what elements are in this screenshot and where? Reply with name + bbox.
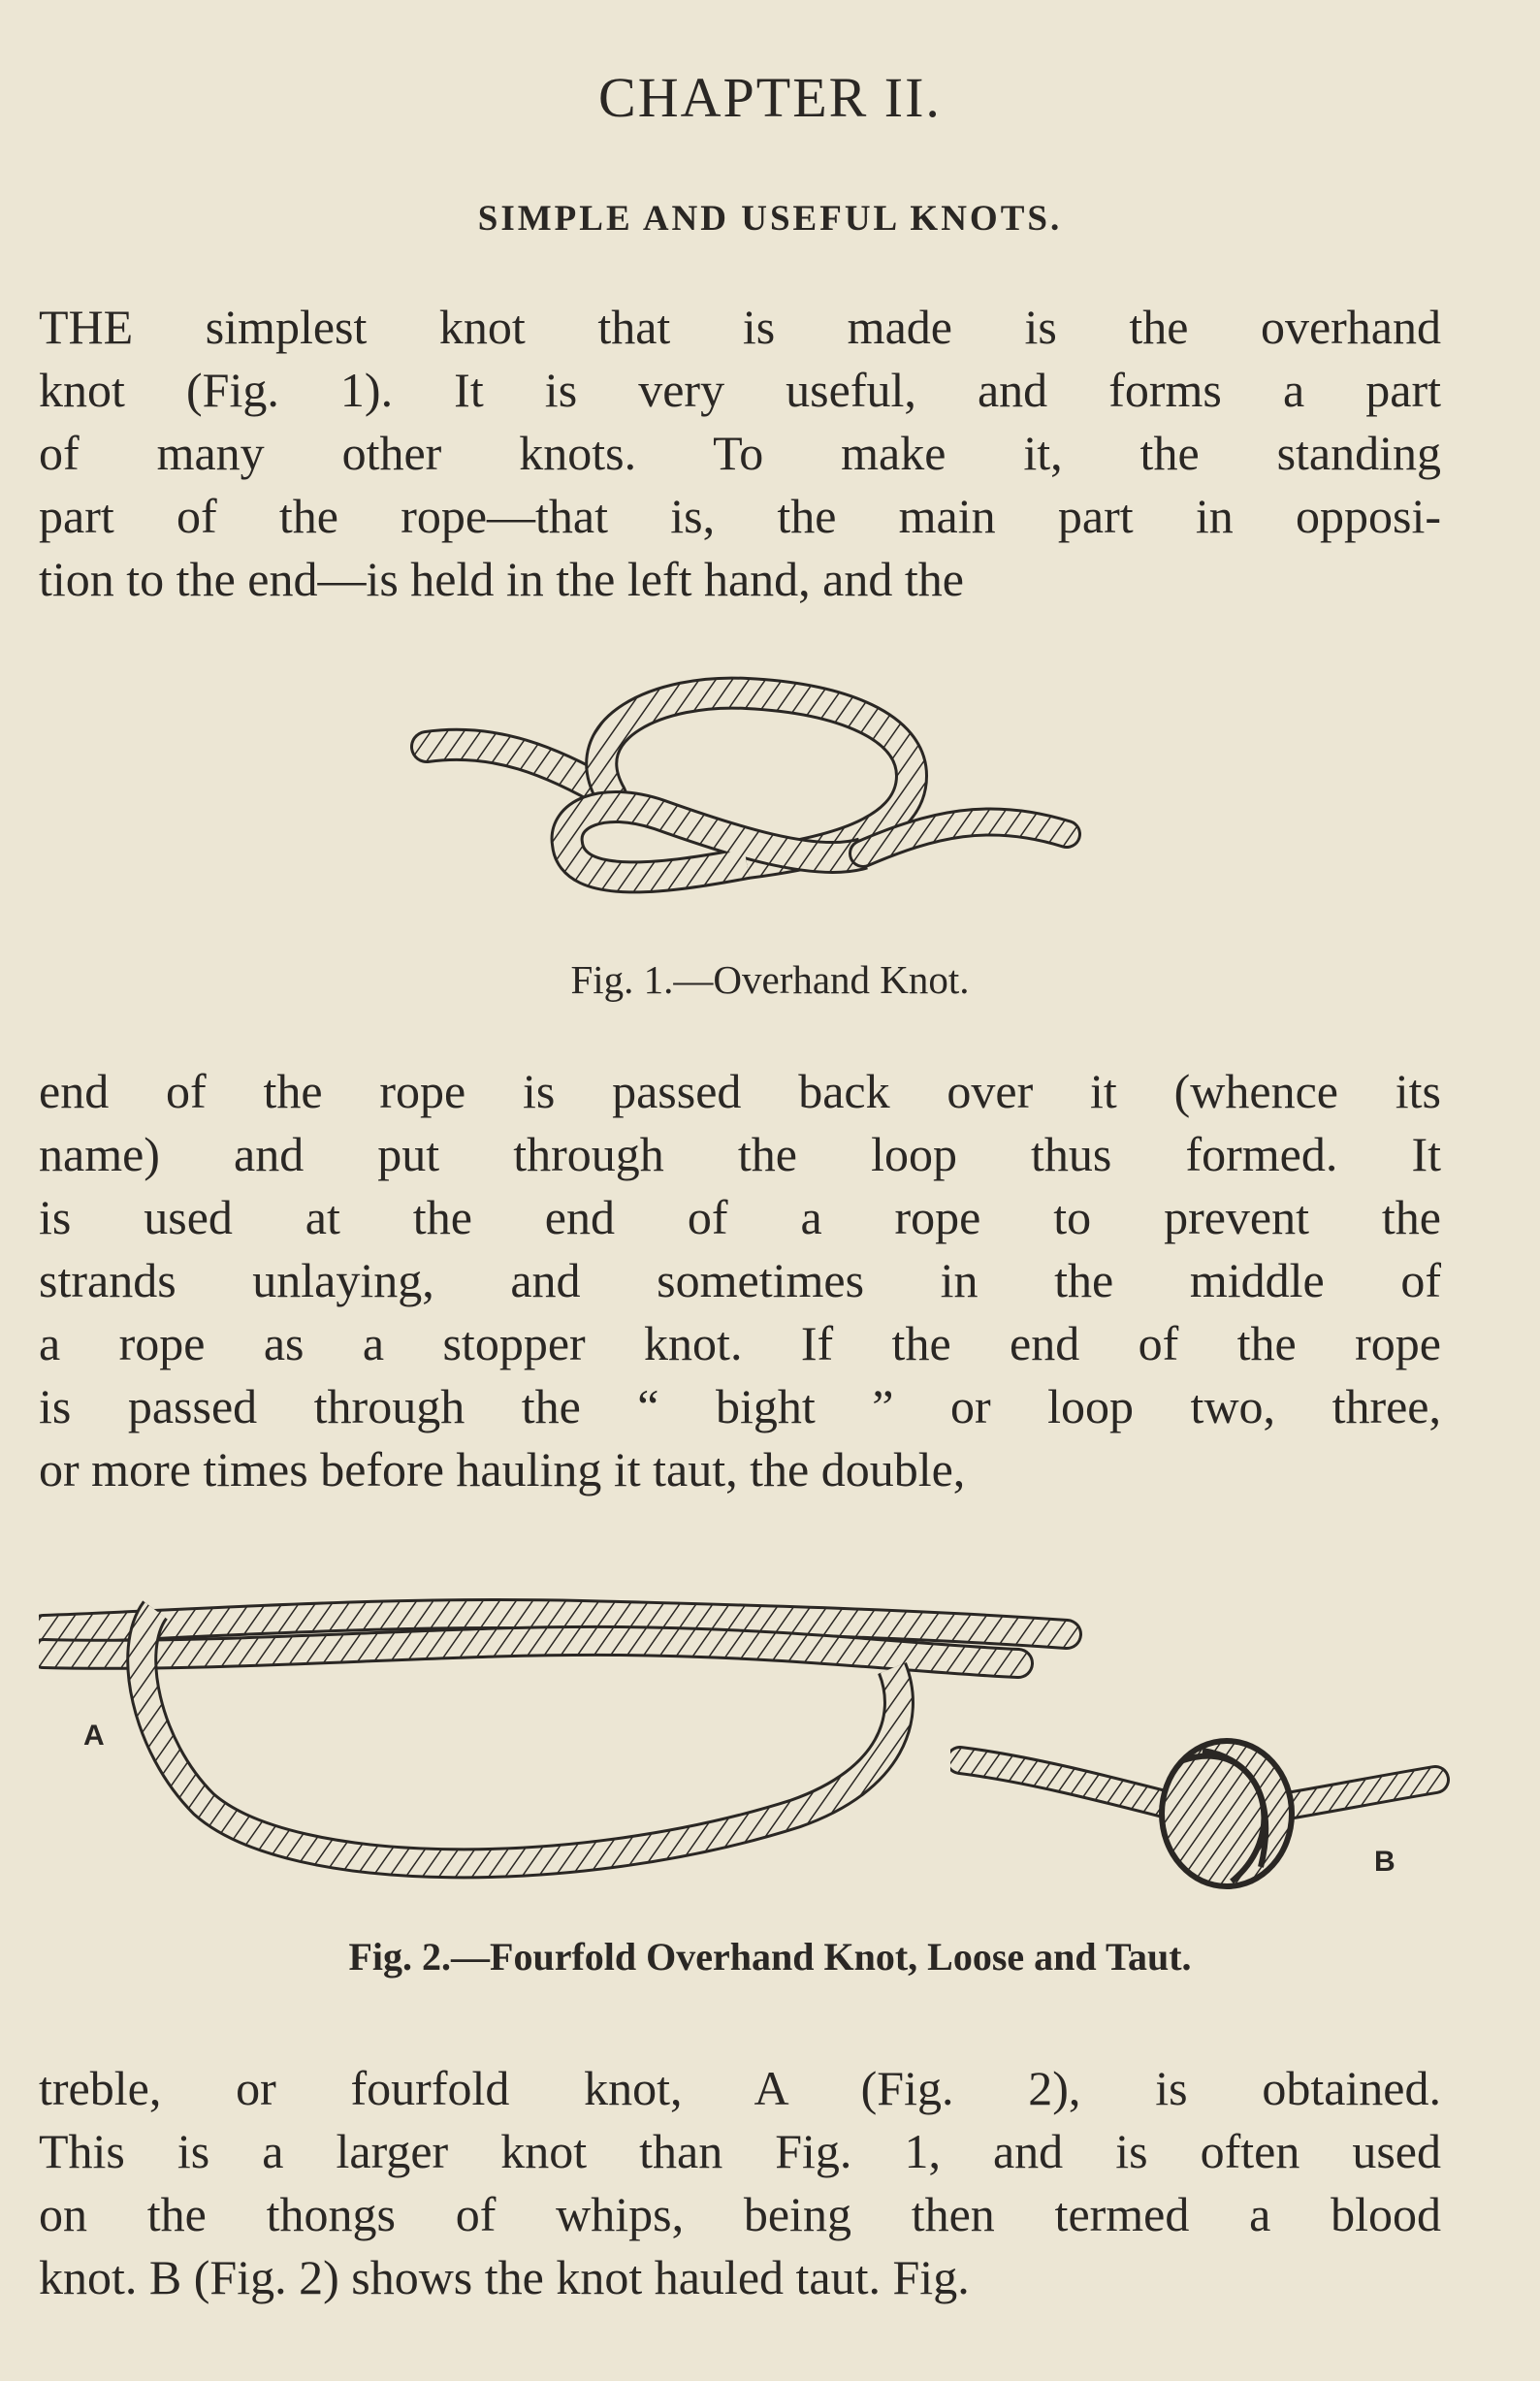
text-line: of many other knots. To make it, the standing [39,426,1441,480]
text-line: end of the rope is passed back over it (whence its [39,1064,1441,1118]
figure-label-b: B [1374,1846,1396,1878]
chapter-subtitle: SIMPLE AND USEFUL KNOTS. [477,199,1063,239]
text-line: a rope as a stopper knot. If the end of the rope [39,1316,1441,1370]
text-line: on the thongs of whips, being then termed a blood [39,2187,1441,2241]
text-line: treble, or fourfold knot, A (Fig. 2), is obtained. [39,2061,1441,2115]
text-line: tion to the end—is held in the left hand, and the [39,552,964,606]
paragraph-body [39,1060,1441,1501]
figure-2-caption: Fig. 2.—Fourfold Overhand Knot, Loose and Taut. [348,1935,1192,1979]
text-line: or more times before hauling it taut, the double, [39,1442,966,1496]
text-line: is used at the end of a rope to prevent the [39,1190,1441,1244]
text-line: knot. B (Fig. 2) shows the knot hauled taut. Fig. [39,2250,970,2304]
text-line: is passed through the “ bight ” or loop two, three, [39,1379,1441,1433]
chapter-title: CHAPTER II. [598,66,942,129]
paragraph-conclusion [39,2057,1441,2309]
text-line: This is a larger knot than Fig. 1, and is often used [39,2124,1441,2178]
fourfold-knot-taut-illustration [950,1721,1455,1915]
figure-label-a: A [83,1720,105,1752]
text-line: part of the rope—that is, the main part in opposi- [39,489,1441,543]
paragraph-intro [39,296,1441,611]
text-line: strands unlaying, and sometimes in the middle of [39,1253,1441,1307]
text-line: knot (Fig. 1). It is very useful, and forms a part [39,363,1441,417]
text-line: name) and put through the loop thus formed. It [39,1127,1441,1181]
overhand-knot-illustration [407,669,1086,941]
text-line: THE simplest knot that is made is the overhand [39,300,1441,354]
fourfold-knot-loose-illustration [39,1571,1086,1901]
figure-1-caption: Fig. 1.—Overhand Knot. [570,957,970,1002]
